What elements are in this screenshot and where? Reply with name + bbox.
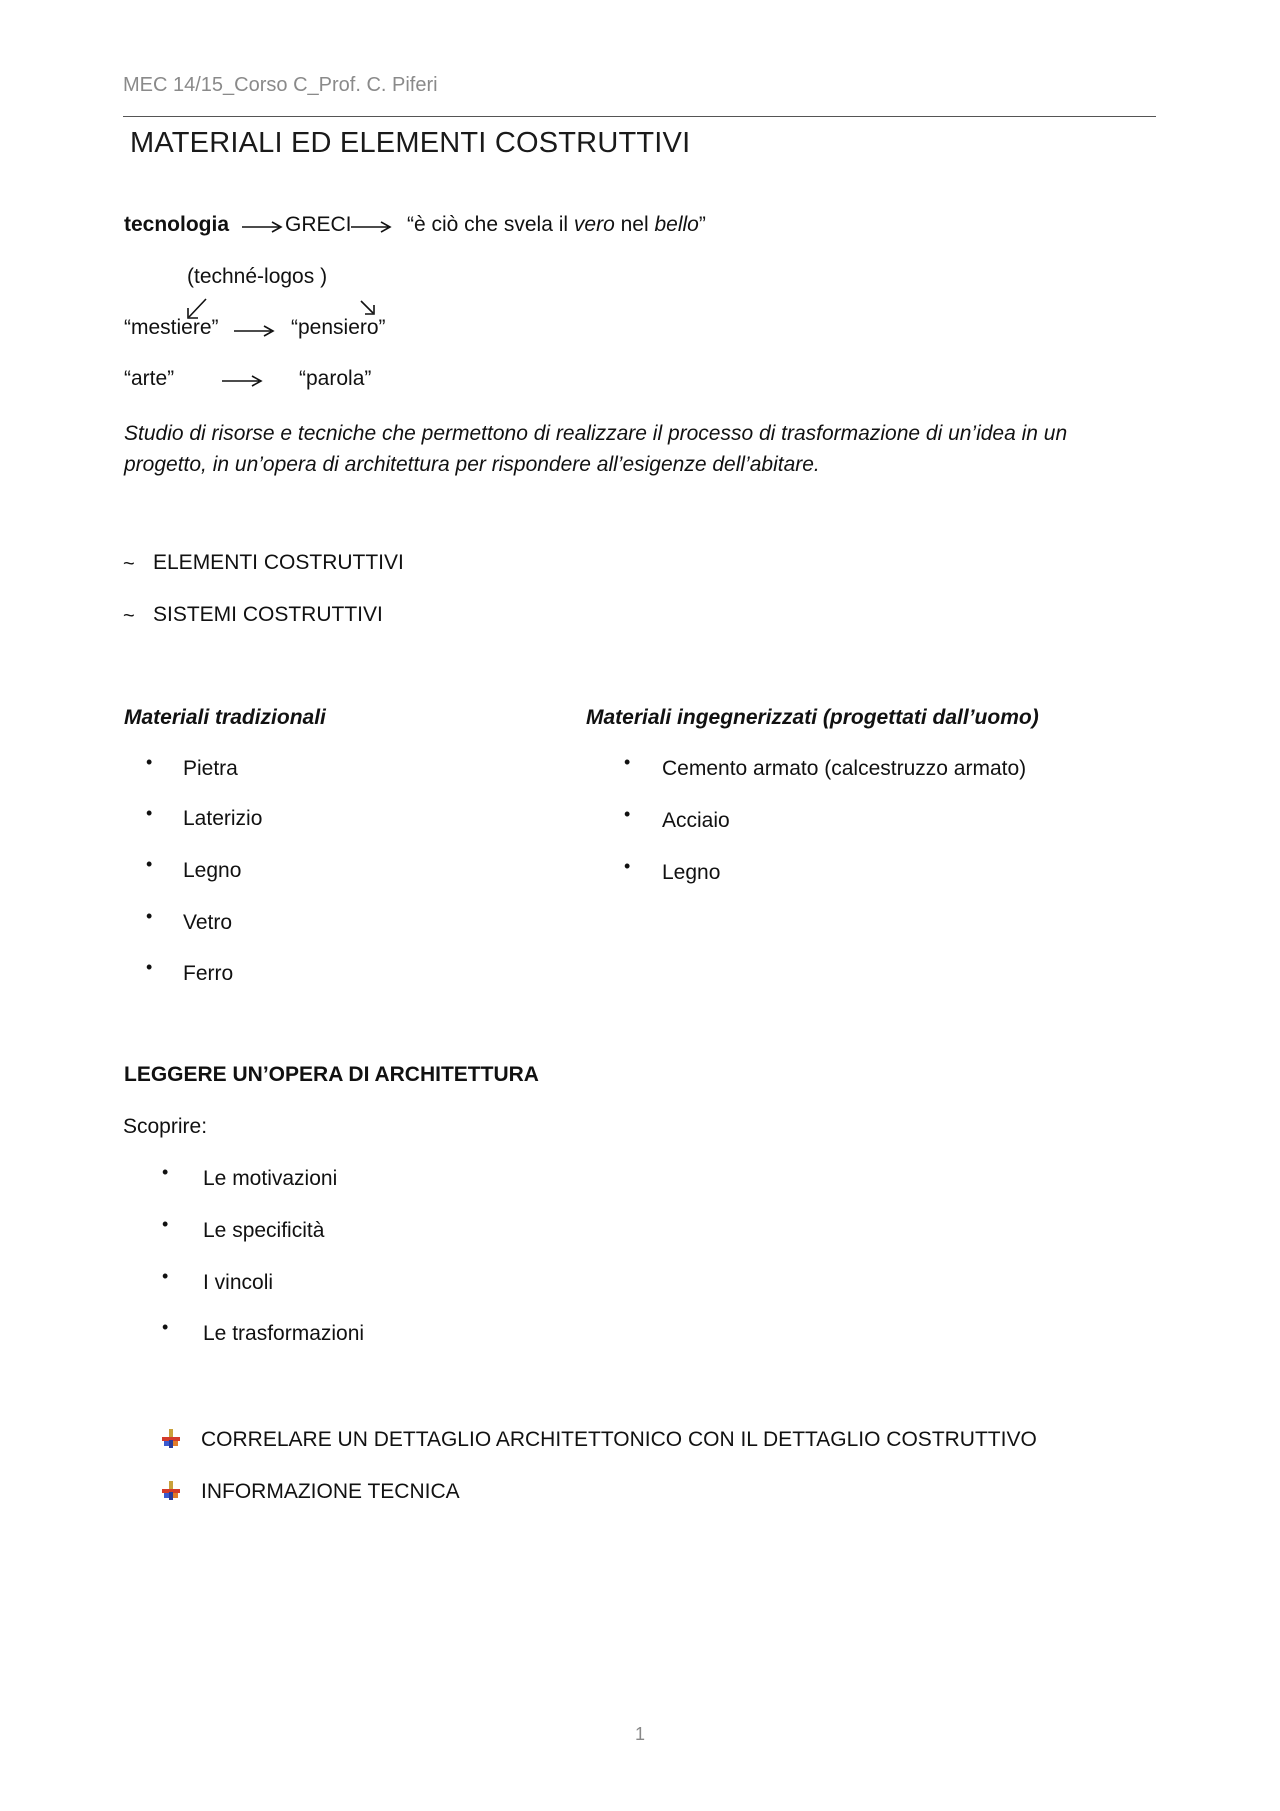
bullet: • <box>624 804 631 824</box>
page-title: MATERIALI ED ELEMENTI COSTRUTTIVI <box>130 127 691 159</box>
list-item: Le specificità <box>203 1219 325 1242</box>
list-item: Laterizio <box>183 807 263 830</box>
mestiere-label: “mestiere” <box>124 316 219 339</box>
list-item: I vincoli <box>203 1271 274 1294</box>
bullet: • <box>162 1162 169 1182</box>
reading-intro: Scoprire: <box>123 1115 208 1138</box>
tecnologia-quote <box>407 213 706 237</box>
tilde-marker: ~ <box>123 553 135 575</box>
traditional-heading: Materiali tradizionali <box>124 706 326 729</box>
bullet: • <box>146 803 153 823</box>
list-item: Cemento armato (calcestruzzo armato) <box>662 757 1027 780</box>
tilde-marker: ~ <box>123 605 135 627</box>
bullet: • <box>624 752 631 772</box>
arrow-icon <box>241 218 283 234</box>
list-item: Vetro <box>183 911 233 934</box>
arrow-icon <box>221 372 263 388</box>
bullet: • <box>146 854 153 874</box>
bullet: • <box>162 1317 169 1337</box>
system-item: ELEMENTI COSTRUTTIVI <box>153 551 404 574</box>
arrow-icon <box>233 322 275 338</box>
list-item: Le trasformazioni <box>203 1322 365 1345</box>
etymology: (techné-logos ) <box>187 265 328 288</box>
list-item: Le motivazioni <box>203 1167 338 1190</box>
bullet: • <box>146 752 153 772</box>
bullet: • <box>162 1214 169 1234</box>
quote-end: ” <box>698 213 706 236</box>
quote-start: “è ciò che svela il <box>407 213 574 236</box>
list-item: Acciaio <box>662 809 730 832</box>
arrow-icon <box>350 218 392 234</box>
quote-vero: vero <box>573 213 615 236</box>
list-item: Pietra <box>183 757 238 780</box>
pushpin-icon <box>160 1428 182 1450</box>
list-item: Ferro <box>183 962 234 985</box>
bullet: • <box>624 856 631 876</box>
pensiero-label: “pensiero” <box>291 316 386 339</box>
header-rule <box>123 116 1156 117</box>
action-item: INFORMAZIONE TECNICA <box>201 1480 460 1503</box>
greci-label: GRECI <box>285 213 352 236</box>
arrow-down-right-icon <box>358 298 378 318</box>
system-item: SISTEMI COSTRUTTIVI <box>153 603 383 626</box>
action-item: CORRELARE UN DETTAGLIO ARCHITETTONICO CON IL DETTAGLIO COSTRUTTIVO <box>201 1428 1037 1451</box>
pushpin-icon <box>160 1480 182 1502</box>
arte-label: “arte” <box>124 367 175 390</box>
quote-bello: bello <box>654 213 699 236</box>
list-item: Legno <box>662 861 721 884</box>
list-item: Legno <box>183 859 242 882</box>
running-header: MEC 14/15_Corso C_Prof. C. Piferi <box>123 74 438 96</box>
tecnologia-term: tecnologia <box>124 213 230 236</box>
page-number: 1 <box>635 1724 646 1744</box>
bullet: • <box>146 906 153 926</box>
section-heading: LEGGERE UN’OPERA DI ARCHITETTURA <box>124 1063 539 1086</box>
bullet: • <box>162 1266 169 1286</box>
quote-nel: nel <box>614 213 655 236</box>
parola-label: “parola” <box>299 367 372 390</box>
definition-paragraph: Studio di risorse e tecniche che permettono di realizzare il processo di trasformazione di un’idea in un progetto, in un’opera di architettura per rispondere all’esigenze dell’abitare. <box>124 422 1068 476</box>
bullet: • <box>146 957 153 977</box>
engineered-heading: Materiali ingegnerizzati (progettati dall’uomo) <box>586 706 1039 729</box>
